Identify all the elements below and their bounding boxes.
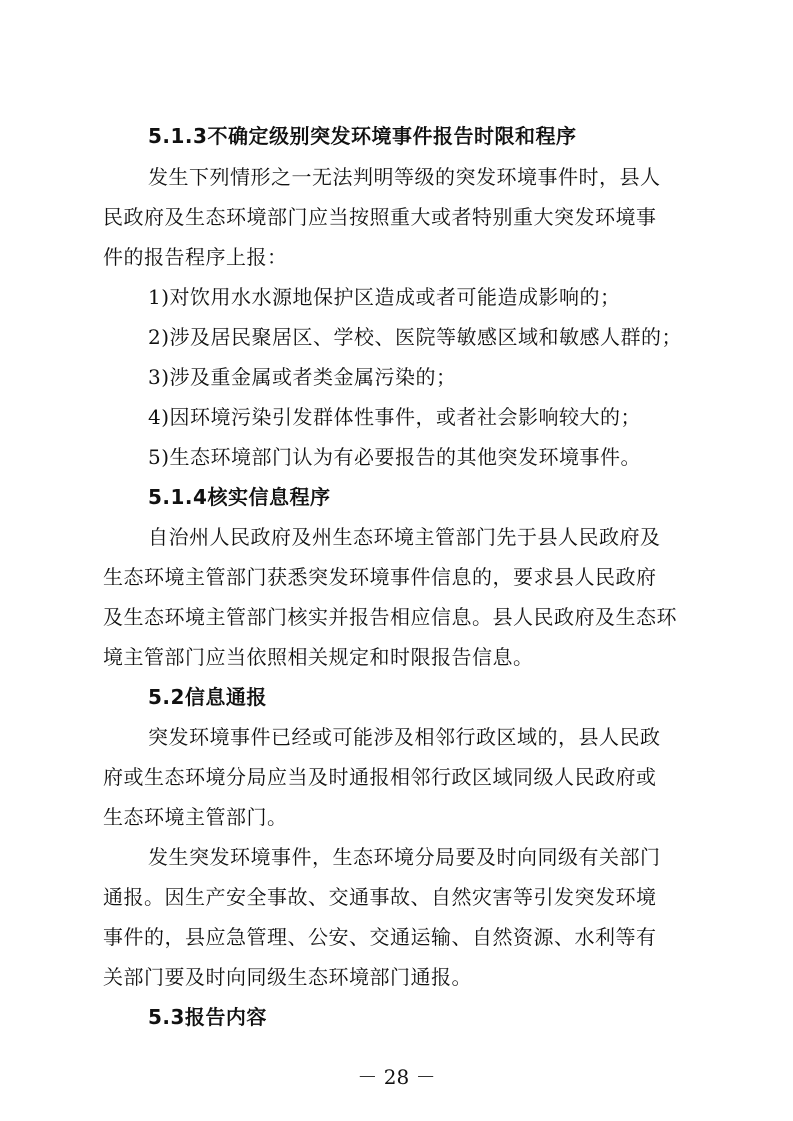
paragraph-line: 关部门要及时向同级生态环境部门通报。	[103, 965, 472, 989]
section-heading-5-2: 5.2信息通报	[148, 685, 267, 709]
section-heading-5-1-3: 5.1.3不确定级别突发环境事件报告时限和程序	[148, 124, 577, 148]
list-item: 1)对饮用水水源地保护区造成或者可能造成影响的；	[148, 285, 621, 309]
paragraph-line: 通报。因生产安全事故、交通事故、自然灾害等引发突发环境	[103, 885, 657, 909]
paragraph-line: 自治州人民政府及州生态环境主管部门先于县人民政府及	[148, 525, 661, 549]
paragraph-line: 府或生态环境分局应当及时通报相邻行政区域同级人民政府或	[103, 765, 657, 789]
list-item: 3)涉及重金属或者类金属污染的；	[148, 365, 457, 389]
page-number: － 28 －	[357, 1065, 436, 1089]
section-heading-5-1-4: 5.1.4核实信息程序	[148, 485, 331, 509]
paragraph-line: 境主管部门应当依照相关规定和时限报告信息。	[103, 645, 534, 669]
paragraph-line: 及生态环境主管部门核实并报告相应信息。县人民政府及生态环	[103, 605, 677, 629]
paragraph-line: 件的报告程序上报：	[103, 245, 288, 269]
paragraph-line: 发生下列情形之一无法判明等级的突发环境事件时，县人	[148, 165, 661, 189]
list-item: 4)因环境污染引发群体性事件，或者社会影响较大的；	[148, 405, 642, 429]
paragraph-line: 事件的，县应急管理、公安、交通运输、自然资源、水利等有	[103, 925, 657, 949]
list-item: 2)涉及居民聚居区、学校、医院等敏感区域和敏感人群的；	[148, 325, 683, 349]
paragraph-line: 生态环境主管部门获悉突发环境事件信息的，要求县人民政府	[103, 565, 657, 589]
paragraph-line: 民政府及生态环境部门应当按照重大或者特别重大突发环境事	[103, 205, 657, 229]
list-item: 5)生态环境部门认为有必要报告的其他突发环境事件。	[148, 445, 642, 469]
paragraph-line: 发生突发环境事件，生态环境分局要及时向同级有关部门	[148, 845, 661, 869]
paragraph-line: 突发环境事件已经或可能涉及相邻行政区域的，县人民政	[148, 725, 661, 749]
paragraph-line: 生态环境主管部门。	[103, 805, 288, 829]
section-heading-5-3: 5.3报告内容	[148, 1005, 267, 1029]
